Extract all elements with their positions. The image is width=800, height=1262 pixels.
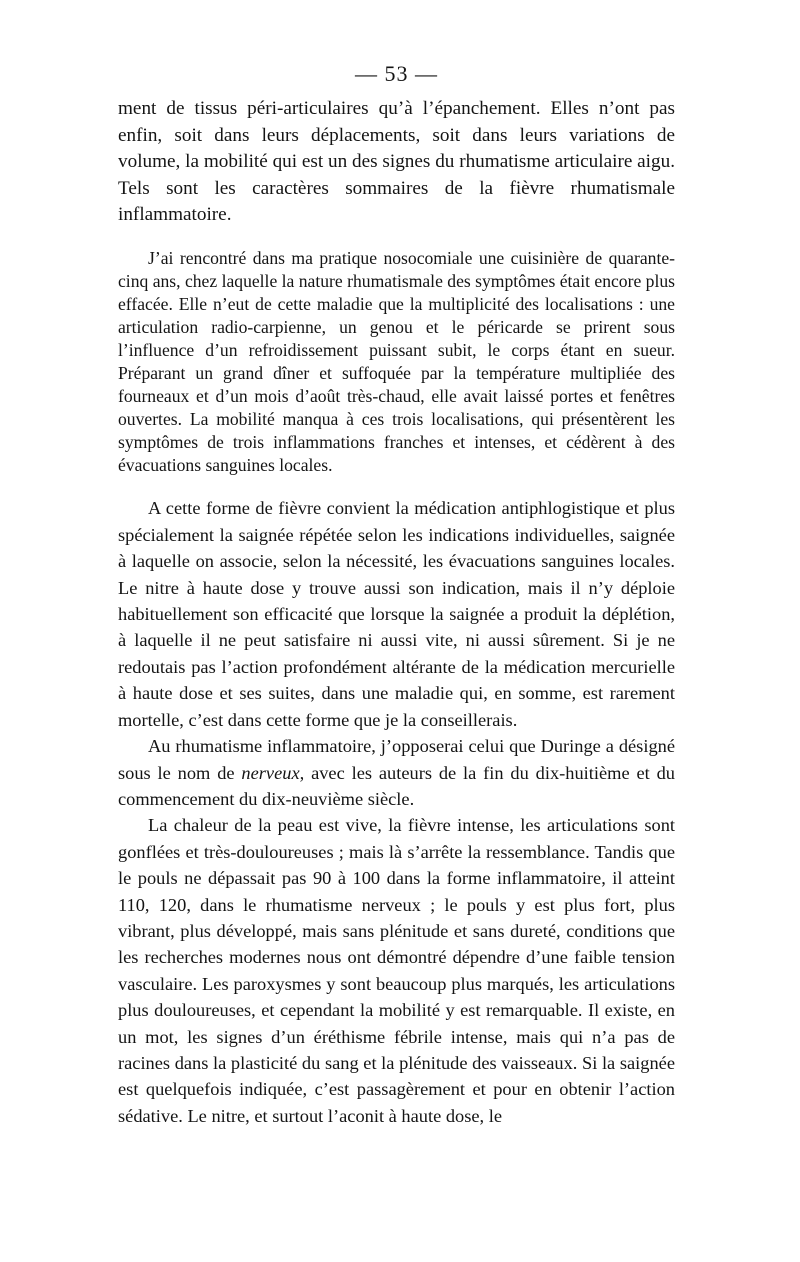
- paragraph-4-emphasis: nerveux,: [241, 762, 305, 783]
- paragraph-2: J’ai rencontré dans ma pratique nosocomiale une cuisinière de quarante-cinq ans, chez laquelle la nature rhumatismale des symptômes était encore plus effacée. Elle n’eut de cette maladie que la multiplicité des localisations : une articulation radio-carpienne, un genou et le péricarde se prirent sous l’influence d’un refroidissement puissant subit, le corps étant en sueur. Préparant un grand dîner et suffoquée par la température multipliée des fourneaux et d’un mois d’août très-chaud, elle avait laissé portes et fenêtres ouvertes. La mobilité manqua à ces trois localisations, qui présentèrent les symptômes de trois inflammations franches et intenses, et cédèrent à des évacuations sanguines locales.: [118, 247, 675, 476]
- paragraph-4: [118, 733, 675, 812]
- paragraph-5: La chaleur de la peau est vive, la fièvre intense, les articulations sont gonflées et très-douloureuses ; mais là s’arrête la ressemblance. Tandis que le pouls ne dépassait pas 90 à 100 dans la forme inflammatoire, il atteint 110, 120, dans le rhumatisme nerveux ; le pouls y est plus fort, plus vibrant, plus développé, mais sans plénitude et sans dureté, conditions que les recherches modernes nous ont démontré dépendre d’une faible tension vasculaire. Les paroxysmes y sont beaucoup plus marqués, les articulations plus douloureuses, et cependant la mobilité y est remarquable. Il existe, en un mot, les signes d’un éréthisme fébrile intense, mais qui n’a pas de racines dans la plasticité du sang et la plénitude des vaisseaux. Si la saignée est quelquefois indiquée, c’est passagèrement et pour en obtenir l’action sédative. Le nitre, et surtout l’aconit à haute dose, le: [118, 815, 675, 1126]
- paragraph-4-text-start: Au rhumatisme inflammatoire, j’opposerai celui que Duringe a désigné sous le nom de: [118, 736, 675, 783]
- paragraph-1: ment de tissus péri-articulaires qu’à l’épanchement. Elles n’ont pas enfin, soit dans leurs déplacements, soit dans leurs variations de volume, la mobilité qui est un des signes du rhumatisme articulaire aigu. Tels sont les caractères sommaires de la fièvre rhumatismale inflammatoire.: [118, 98, 675, 225]
- paragraph-3: A cette forme de fièvre convient la médication antiphlogistique et plus spécialement la saignée répétée selon les indications individuelles, saignée à laquelle on associe, selon la nécessité, les évacuations sanguines locales. Le nitre à haute dose y trouve aussi son indication, mais il n’y déploie habituellement son efficacité que lorsque la saignée a produit la déplétion, à laquelle il ne peut satisfaire ni aussi vite, ni aussi sûrement. Si je ne redoutais pas l’action profondément altérante de la médication mercurielle à haute dose et ses suites, dans une maladie qui, en somme, est rarement mortelle, c’est dans cette forme que je la conseillerais.: [118, 498, 675, 730]
- book-page: [118, 60, 675, 1129]
- page-number: — 53 —: [355, 61, 438, 86]
- paragraph-4-text-end: avec les auteurs de la fin du dix-huitième et du commencement du dix-neuvième siècle.: [118, 762, 675, 809]
